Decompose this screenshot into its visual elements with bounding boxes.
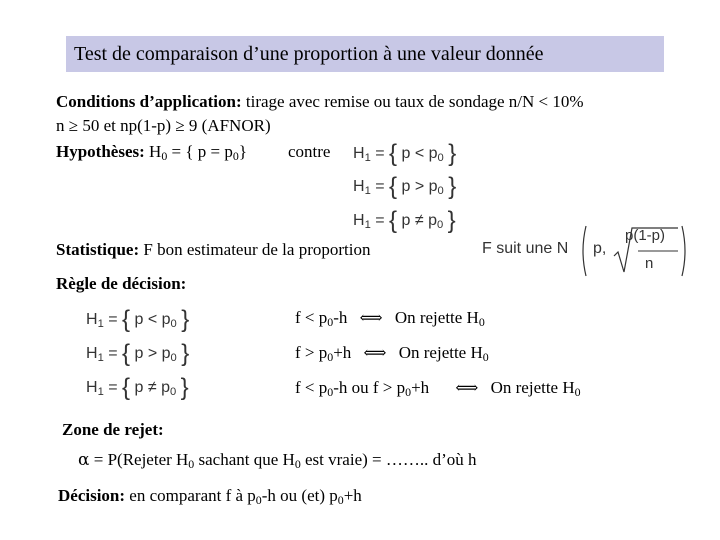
conditions-label: Conditions d’application:	[56, 92, 242, 111]
decision-line: Décision: en comparant f à $p_0-h$ ou (et) $p_0+h$	[58, 486, 362, 507]
rule-h1-greater: $H_1$ = { $p > p_0$ }	[86, 340, 190, 367]
conditions-line-2: n ≥ 50 et np(1-p) ≥ 9 (AFNOR)	[56, 116, 271, 135]
conditions-text: tirage avec remise ou taux de sondage n/N < 10%	[241, 92, 584, 111]
equivalence-arrow-icon: ⟺	[359, 308, 383, 327]
statistique-label: Statistique:	[56, 240, 140, 259]
decision-label: Décision:	[58, 486, 126, 505]
hypotheses-line	[56, 142, 247, 164]
hypotheses-label: Hypothèses:	[56, 142, 145, 161]
f-suit-une-n: F suit une N	[482, 240, 569, 257]
rule-row-1: $f < p_0-h$ ⟺ On rejette $H_0$	[295, 308, 485, 329]
rule-h1-less: $H_1$ = { $p < p_0$ }	[86, 306, 190, 333]
h1-less-than: $H_1$ = { $p < p_0$ }	[353, 140, 457, 167]
zone-formula: α = P(Rejeter $H_0$ sachant que $H_0$ est vraie) = …….. d’où h	[78, 450, 477, 471]
h0-hypothesis: $H_0$ = { $p = p_0$}	[149, 142, 247, 163]
variance-denominator: n	[645, 255, 654, 272]
rule-h1-not-equal: $H_1$ = { $p \ne p_0$ }	[86, 374, 189, 401]
statistique-text: F bon estimateur de la proportion	[139, 240, 371, 259]
variance-numerator: p(1-p)	[625, 227, 666, 244]
h1-not-equal: $H_1$ = { $p \ne p_0$ }	[353, 207, 456, 234]
h1-greater-than: $H_1$ = { $p > p_0$ }	[353, 173, 457, 200]
regle-label: Règle de décision:	[56, 274, 187, 293]
zone-label: Zone de rejet:	[62, 420, 164, 439]
rule-row-3: $f < p_0-h$ ou $f > p_0+h$ ⟺ On rejette $H_0$	[295, 378, 581, 399]
equivalence-arrow-icon: ⟺	[363, 343, 387, 362]
contre-label: contre	[288, 142, 331, 161]
equivalence-arrow-icon: ⟺	[455, 378, 479, 397]
page-title: Test de comparaison d’une proportion à une valeur donnée	[66, 36, 664, 72]
conditions-line-1	[56, 92, 584, 112]
statistique-line	[56, 240, 370, 260]
rule-row-2: $f > p_0+h$ ⟺ On rejette $H_0$	[295, 343, 489, 364]
p-comma: p,	[593, 240, 607, 257]
